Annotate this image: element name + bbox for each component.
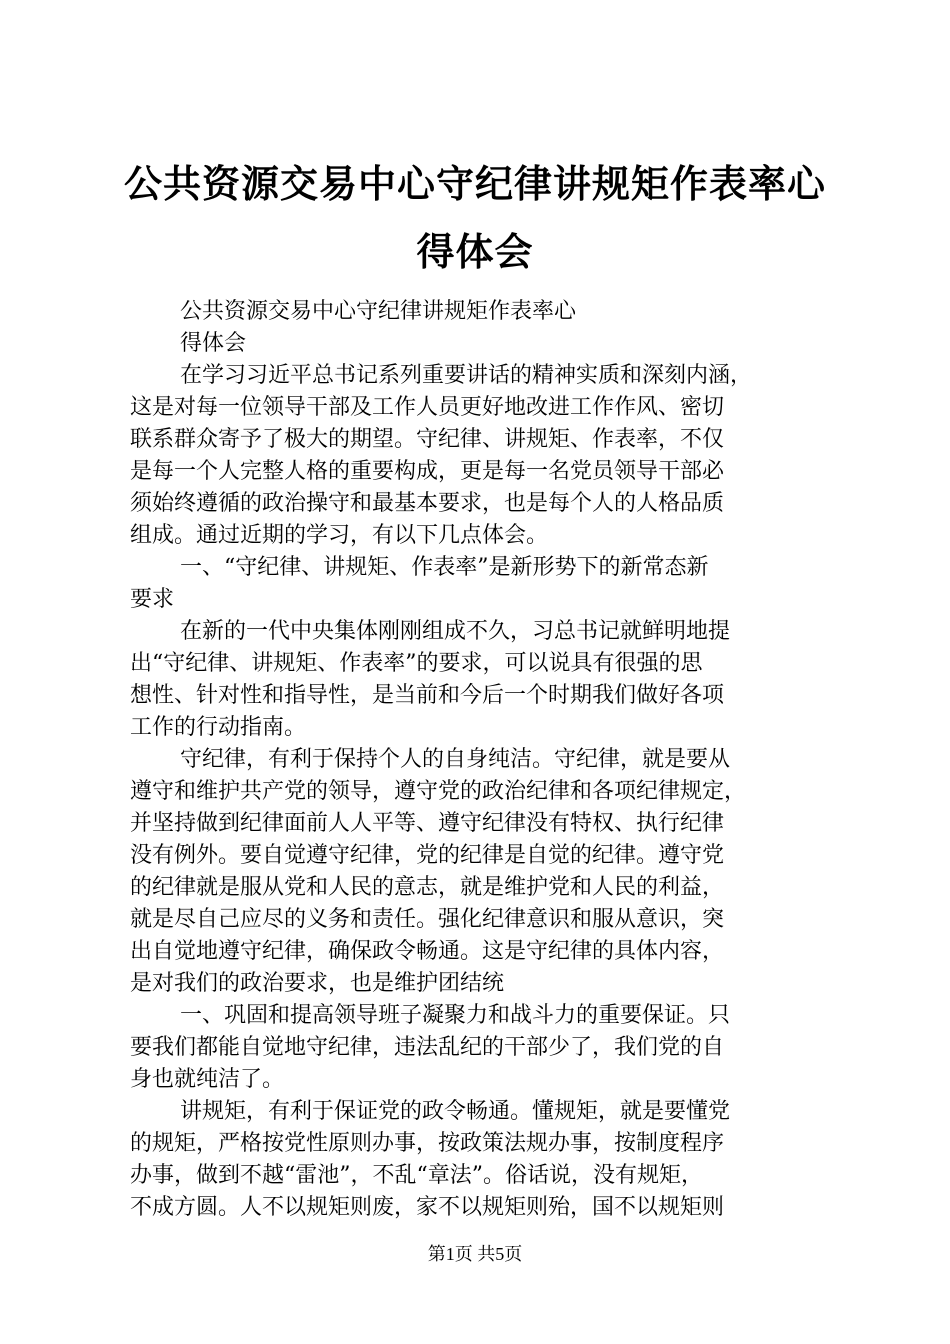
text-line: 是每一个人完整人格的重要构成，更是每一名党员领导干部必: [130, 459, 725, 484]
text-line: 的纪律就是服从党和人民的意志，就是维护党和人民的利益，: [130, 875, 725, 900]
text-line: 办事，做到不越“雷池”，不乱“章法”。俗话说，没有规矩，: [130, 1163, 703, 1188]
text-line: 一、“守纪律、讲规矩、作表率”是新形势下的新常态新: [180, 555, 709, 580]
text-line: 须始终遵循的政治操守和最基本要求，也是每个人的人格品质: [130, 491, 725, 516]
text-line: 要我们都能自觉地守纪律，违法乱纪的干部少了，我们党的自: [130, 1035, 725, 1060]
text-line: 工作的行动指南。: [130, 715, 307, 740]
text-line: 出“守纪律、讲规矩、作表率”的要求，可以说具有很强的思: [130, 651, 703, 676]
text-line: 在新的一代中央集体刚刚组成不久，习总书记就鲜明地提: [180, 619, 731, 644]
document-body: [130, 296, 834, 1224]
page-footer: 第1页 共5页: [427, 1244, 523, 1264]
text-line: 就是尽自己应尽的义务和责任。强化纪律意识和服从意识，突: [130, 907, 725, 932]
text-line: 遵守和维护共产党的领导，遵守党的政治纪律和各项纪律规定，: [130, 779, 747, 804]
text-line: 讲规矩，有利于保证党的政令畅通。懂规矩，就是要懂党: [180, 1099, 731, 1124]
text-line: 公共资源交易中心守纪律讲规矩作表率心: [180, 299, 577, 324]
text-line: 出自觉地遵守纪律，确保政令畅通。这是守纪律的具体内容，: [130, 939, 725, 964]
text-line: 身也就纯洁了。: [130, 1067, 285, 1092]
text-line: 组成。通过近期的学习，有以下几点体会。: [130, 523, 549, 548]
text-line: 没有例外。要自觉遵守纪律，党的纪律是自觉的纪律。遵守党: [130, 843, 725, 868]
text-line: 是对我们的政治要求，也是维护团结统: [130, 971, 505, 996]
text-line: 想性、针对性和指导性，是当前和今后一个时期我们做好各项: [130, 683, 725, 708]
text-line: 一、巩固和提高领导班子凝聚力和战斗力的重要保证。只: [180, 1003, 731, 1028]
text-line: 在学习习近平总书记系列重要讲话的精神实质和深刻内涵，: [180, 363, 753, 388]
text-line: 并坚持做到纪律面前人人平等、遵守纪律没有特权、执行纪律: [130, 811, 725, 836]
text-line: 不成方圆。人不以规矩则废，家不以规矩则殆，国不以规矩则: [130, 1195, 725, 1220]
text-line: 联系群众寄予了极大的期望。守纪律、讲规矩、作表率，不仅: [130, 427, 725, 452]
text-line: 的规矩，严格按党性原则办事，按政策法规办事，按制度程序: [130, 1131, 725, 1156]
text-line: 得体会: [180, 331, 247, 356]
text-line: 守纪律，有利于保持个人的自身纯洁。守纪律，就是要从: [180, 747, 731, 772]
document-title: 公共资源交易中心守纪律讲规矩作表率心得体会: [123, 161, 826, 274]
text-line: 这是对每一位领导干部及工作人员更好地改进工作作风、密切: [130, 395, 725, 420]
text-line: 要求: [130, 587, 175, 612]
